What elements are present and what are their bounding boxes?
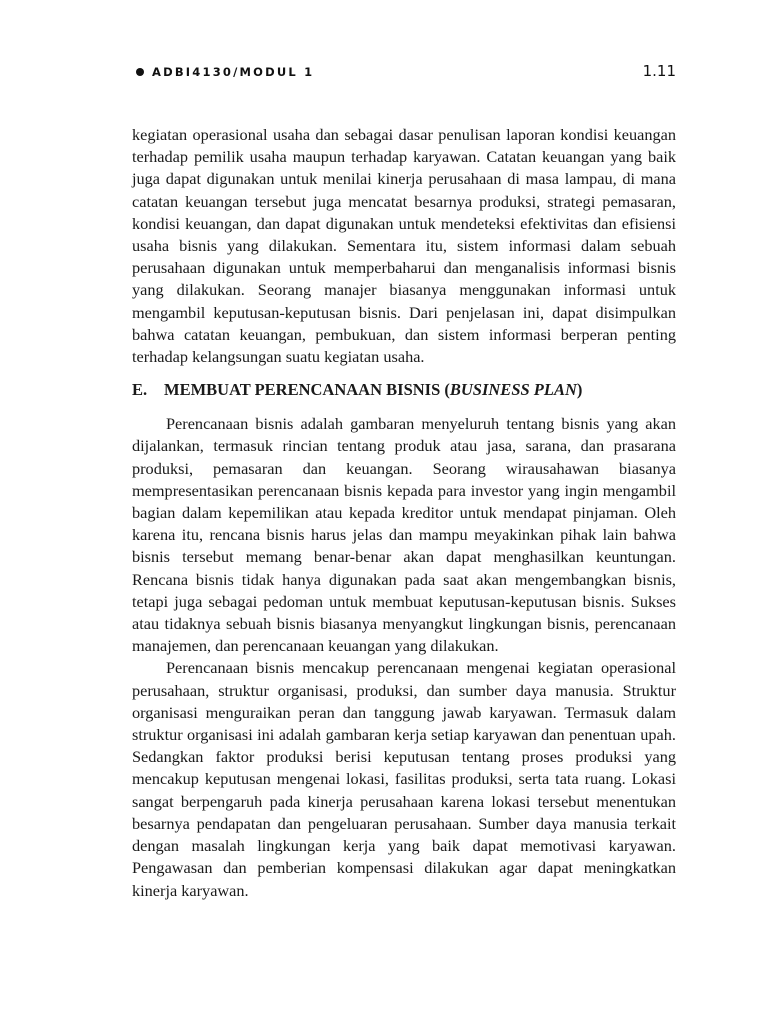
section-heading [132, 379, 676, 401]
paragraph: Perencanaan bisnis mencakup perencanaan mengenai kegiatan operasional perusahaan, struktur organisasi, produksi, dan sumber daya manusia. Struktur organisasi menguraikan peran dan tanggung jawab karyawan. Termasuk dalam struktur organisasi ini adalah gambaran kerja setiap karyawan dan penentuan upah. Sedangkan faktor produksi berisi keputusan tentang proses produksi yang mencakup keputusan mengenai lokasi, fasilitas produksi, serta tata ruang. Lokasi sangat berpengaruh pada kinerja perusahaan karena lokasi tersebut menentukan besarnya pendapatan dan pengeluaran perusahaan. Sumber daya manusia terkait dengan masalah lingkungan kerja yang baik dapat memotivasi karyawan. Pengawasan dan pemberian kompensasi dilakukan agar dapat meningkatkan kinerja karyawan. [132, 658, 676, 900]
running-header [136, 62, 676, 84]
section-title-italic: BUSINESS PLAN [449, 380, 577, 400]
section-letter: E. [132, 380, 148, 400]
section-title-close: ) [576, 380, 583, 400]
body-text [132, 124, 676, 902]
section-title [164, 379, 582, 401]
bullet-icon [136, 68, 144, 76]
page-number: 1.11 [642, 62, 676, 80]
module-code: ADBI4130/MODUL 1 [152, 65, 315, 79]
section-title-main: MEMBUAT PERENCANAAN BISNIS ( [164, 380, 450, 400]
paragraph-continuation: kegiatan operasional usaha dan sebagai dasar penulisan laporan kondisi keuangan terhadap pemilik usaha maupun terhadap karyawan. Catatan keuangan yang baik juga dapat digunakan untuk menilai kinerja perusahaan di masa lampau, di mana catatan keuangan tersebut juga mencatat besarnya produksi, strategi pemasaran, kondisi keuangan, dan dapat digunakan untuk mendeteksi efektivitas dan efisiensi usaha bisnis yang dilakukan. Sementara itu, sistem informasi dalam sebuah perusahaan digunakan untuk memperbaharui dan menganalisis informasi bisnis yang dilakukan. Seorang manajer biasanya menggunakan informasi untuk mengambil keputusan-keputusan bisnis. Dari penjelasan ini, dapat disimpulkan bahwa catatan keuangan, pembukuan, dan sistem informasi berperan penting terhadap kelangsungan suatu kegiatan usaha. [132, 125, 676, 367]
paragraph: Perencanaan bisnis adalah gambaran menyeluruh tentang bisnis yang akan dijalankan, termasuk rincian tentang produk atau jasa, sarana, dan prasarana produksi, pemasaran dan keuangan. Seorang wirausahawan biasanya mempresentasikan perencanaan bisnis kepada para investor yang ingin mengambil bagian dalam kepemilikan atau kepada kreditor untuk mendapat pinjaman. Oleh karena itu, rencana bisnis harus jelas dan mampu meyakinkan pihak lain bahwa bisnis tersebut memang benar-benar akan dapat menghasilkan keuntungan. Rencana bisnis tidak hanya digunakan pada saat akan mengembangkan bisnis, tetapi juga sebagai pedoman untuk membuat keputusan-keputusan bisnis. Sukses atau tidaknya sebuah bisnis biasanya menyangkut lingkungan bisnis, perencanaan manajemen, dan perencanaan keuangan yang dilakukan. [132, 414, 676, 656]
